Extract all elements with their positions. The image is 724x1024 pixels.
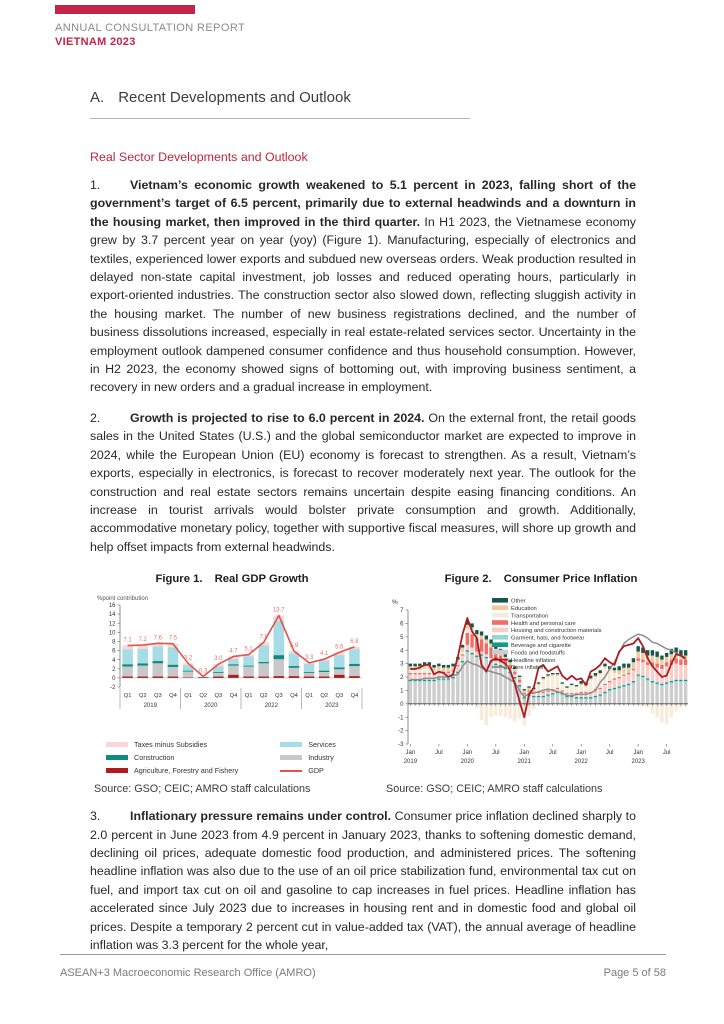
legend-item: [280, 766, 336, 775]
svg-text:Foods and foodstuffs: Foods and foodstuffs: [511, 650, 566, 657]
figure-2-caption: Consumer Price Inflation: [503, 573, 638, 586]
svg-text:5.9: 5.9: [289, 643, 299, 650]
svg-text:7.1: 7.1: [123, 637, 132, 644]
svg-text:12: 12: [108, 621, 116, 628]
legend-swatch: [280, 742, 302, 747]
svg-text:Q1: Q1: [244, 693, 253, 700]
legend-swatch: [280, 755, 302, 760]
section-letter: A.: [90, 89, 105, 106]
svg-text:2020: 2020: [204, 703, 218, 710]
svg-text:6.8: 6.8: [350, 639, 359, 646]
report-header: [55, 0, 724, 48]
figure-1-caption: Real GDP Growth: [214, 573, 309, 586]
svg-text:Q3: Q3: [274, 693, 283, 700]
svg-text:-3: -3: [398, 742, 404, 749]
svg-text:Q2: Q2: [259, 693, 268, 700]
paragraph-3-lead: Inflationary pressure remains under control.: [130, 809, 392, 824]
svg-text:Q1: Q1: [123, 693, 132, 700]
figure-2-source: Source: GSO; CEIC; AMRO staff calculations: [386, 783, 603, 796]
svg-text:14: 14: [108, 612, 116, 619]
legend-item: [106, 766, 238, 775]
svg-text:Jan: Jan: [519, 750, 530, 757]
svg-text:7.2: 7.2: [138, 637, 147, 644]
svg-text:0: 0: [112, 676, 116, 683]
paragraph-2: [90, 409, 636, 556]
paragraph-1-lead: Vietnam’s economic growth weakened to 5.1 percent in 2023, falling short of the government’s target of 6.5 percent, primarily due to external headwinds and a downturn in the housing market, then improved in the third quarter.: [90, 178, 636, 229]
legend-swatch: [280, 770, 302, 772]
svg-text:Q2: Q2: [138, 693, 147, 700]
legend-label: GDP: [308, 766, 324, 776]
svg-text:Jul: Jul: [435, 750, 443, 757]
figures-row: [94, 573, 671, 796]
figure-1-title: [94, 573, 370, 585]
svg-text:Jan: Jan: [633, 750, 644, 757]
svg-text:Beverage and cigarette: Beverage and cigarette: [511, 643, 571, 650]
svg-text:Transportation: Transportation: [511, 613, 549, 620]
svg-text:%point contribution: %point contribution: [97, 596, 149, 603]
svg-text:1: 1: [400, 688, 404, 695]
svg-text:13.7: 13.7: [272, 607, 285, 614]
svg-text:5: 5: [400, 635, 404, 642]
report-title: ANNUAL CONSULTATION REPORT: [55, 22, 246, 34]
svg-text:-2: -2: [398, 728, 404, 735]
svg-text:3: 3: [400, 661, 404, 668]
svg-text:Q1: Q1: [184, 693, 192, 700]
legend-label: Industry: [308, 753, 334, 763]
paragraph-1-number: 1.: [90, 178, 101, 192]
svg-text:Q1: Q1: [305, 693, 313, 700]
footer-page-number: Page 5 of 58: [603, 967, 666, 979]
svg-text:-2: -2: [110, 685, 116, 692]
paragraph-1-text: In H1 2023, the Vietnamese economy grew by 3.7 percent year on year (yoy) (Figure 1). Manufacturing, especially of electronics and textiles, experienced lower exports and subdued new overseas orders. Weak production resulted in delayed non-state capital investment, job losses and reduced operating hours, particularly in export-oriented industries. The construction sector also slowed down, reflecting sluggish activity in the housing market. The number of new business registrations declined, and the number of business dissolutions increased, especially in real estate-related services sector. Uncertainty in the employment outlook dampened consumer confidence and thus household consumption. However, in H2 2023, the economy showed signs of bottoming out, with improving business sentiment, a recovery in new orders and a gradual increase in employment.: [90, 214, 636, 395]
legend-label: Taxes minus Subsidies: [134, 740, 208, 750]
svg-text:2019: 2019: [403, 759, 418, 766]
section-heading: [90, 89, 470, 119]
svg-text:Q4: Q4: [290, 693, 298, 700]
svg-text:Q4: Q4: [169, 693, 177, 700]
svg-text:2021: 2021: [517, 759, 531, 766]
figure-2: [386, 573, 696, 795]
figure-1-source: Source: GSO; CEIC; AMRO staff calculations: [94, 783, 311, 796]
svg-text:Jan: Jan: [462, 750, 473, 757]
svg-text:4: 4: [400, 648, 404, 655]
svg-text:16: 16: [108, 603, 116, 610]
svg-text:Headline inflation: Headline inflation: [511, 657, 556, 664]
svg-text:-1: -1: [398, 715, 404, 722]
svg-text:Housing and construction mater: Housing and construction materials: [511, 628, 602, 635]
paragraph-2-number: 2.: [90, 410, 101, 425]
paragraph-2-text: On the external front, the retail goods sales in the United States (U.S.) and the global semiconductor market are expected to improve in 2024, while the European Union (EU) economy is forecast to strengthen. As a result, Vietnam’s exports, especially in electronics, is forecast to recover moderately next year. The outlook for the construction and real estate sectors remains uncertain despite easing financing conditions. An increase in tourist arrivals would bolster private consumption and growth. Additionally, accommodative monetary policy, together with supportive fiscal measures, will shore up growth and help offset impacts from external headwinds.: [90, 410, 636, 554]
svg-text:8: 8: [112, 639, 116, 646]
svg-text:Q4: Q4: [229, 693, 238, 700]
svg-text:6: 6: [400, 621, 404, 628]
svg-text:Q3: Q3: [335, 693, 344, 700]
svg-text:Jul: Jul: [662, 750, 671, 757]
legend-label: Services: [308, 740, 336, 750]
paragraph-3-text: Consumer price inflation declined sharply to 2.0 percent in June 2023 from 4.9 percent in January 2023, thanks to softening domestic demand, declining oil prices, adequate domestic food production, and administered prices. The softening headline inflation was also due to the use of an oil price stabilization fund, environmental tax cut on fuel, and import tax cut on oil and gasoline to cap increases in fuel prices. Headline inflation has accelerated since July 2023 due to increases in housing rent and in domestic food and global oil prices. Despite a temporary 2 percent cut in value-added tax (VAT), the annual average of headline inflation was 3.3 percent for the whole year,: [90, 809, 636, 952]
svg-text:10: 10: [108, 630, 116, 637]
svg-text:2023: 2023: [631, 759, 645, 766]
svg-text:7.5: 7.5: [168, 635, 178, 642]
svg-text:2022: 2022: [574, 759, 588, 766]
figure-1-legend: [106, 740, 370, 775]
svg-text:Jul: Jul: [605, 750, 614, 757]
svg-text:Jan: Jan: [576, 750, 587, 757]
legend-item: [106, 753, 238, 762]
paragraph-3-number: 3.: [90, 809, 101, 824]
svg-text:Q2: Q2: [199, 693, 208, 700]
figure-1: [94, 573, 370, 795]
legend-item: [280, 740, 336, 749]
svg-text:Education: Education: [511, 606, 537, 613]
svg-text:6: 6: [112, 648, 116, 655]
svg-text:Q4: Q4: [350, 693, 359, 700]
svg-text:0: 0: [400, 702, 404, 709]
svg-text:Q2: Q2: [320, 693, 329, 700]
svg-text:4.1: 4.1: [320, 651, 329, 658]
legend-item: [106, 740, 238, 749]
figure-2-label: Figure 2.: [444, 573, 492, 586]
svg-text:Jul: Jul: [548, 750, 557, 757]
svg-text:Jul: Jul: [491, 750, 500, 757]
footer-rule: [60, 954, 666, 955]
svg-text:Core inflation: Core inflation: [511, 665, 546, 672]
svg-text:5.1: 5.1: [244, 646, 253, 653]
svg-text:7: 7: [400, 608, 404, 615]
svg-text:3.3: 3.3: [304, 654, 314, 661]
footer-org: ASEAN+3 Macroeconomic Research Office (AMRO): [60, 967, 316, 979]
page-body: [90, 89, 671, 954]
legend-swatch: [106, 768, 128, 773]
brand-bar: [55, 5, 195, 14]
svg-text:5.6: 5.6: [335, 644, 344, 651]
svg-text:2020: 2020: [460, 759, 475, 766]
svg-text:Health and personal care: Health and personal care: [511, 620, 576, 627]
figure-2-title: [386, 573, 696, 585]
svg-text:7.8: 7.8: [259, 634, 268, 641]
svg-text:4: 4: [112, 657, 116, 664]
svg-text:2019: 2019: [143, 703, 157, 710]
svg-text:Other: Other: [511, 598, 526, 605]
svg-text:7.6: 7.6: [153, 635, 162, 642]
paragraph-1: [90, 176, 636, 397]
svg-text:3.0: 3.0: [214, 656, 223, 663]
svg-text:4.7: 4.7: [229, 648, 238, 655]
svg-text:0.3: 0.3: [199, 668, 208, 675]
legend-item: [280, 753, 336, 762]
cpi-chart: [386, 594, 696, 768]
svg-text:%: %: [392, 599, 398, 607]
legend-swatch: [106, 742, 128, 747]
svg-text:3.2: 3.2: [183, 655, 193, 662]
gdp-growth-chart: [94, 594, 370, 734]
subsection-heading: Real Sector Developments and Outlook: [90, 150, 308, 164]
figure-1-label: Figure 1.: [155, 573, 203, 586]
section-title: Recent Developments and Outlook: [118, 89, 351, 106]
svg-text:Q3: Q3: [214, 693, 223, 700]
svg-text:2022: 2022: [264, 703, 278, 710]
svg-text:Garment, hats, and footwear: Garment, hats, and footwear: [511, 635, 585, 642]
page-footer: [60, 954, 666, 979]
paragraph-3: [90, 807, 636, 954]
legend-swatch: [106, 755, 128, 760]
svg-text:2: 2: [112, 667, 116, 674]
svg-text:Q3: Q3: [153, 693, 162, 700]
legend-label: Agriculture, Forestry and Fishery: [134, 766, 239, 776]
svg-text:2: 2: [400, 675, 404, 682]
legend-label: Construction: [134, 753, 175, 763]
svg-text:2023: 2023: [325, 703, 339, 710]
paragraph-2-lead: Growth is projected to rise to 6.0 percent in 2024.: [130, 410, 425, 425]
report-subtitle: VIETNAM 2023: [55, 36, 136, 48]
svg-text:Jan: Jan: [405, 750, 416, 757]
